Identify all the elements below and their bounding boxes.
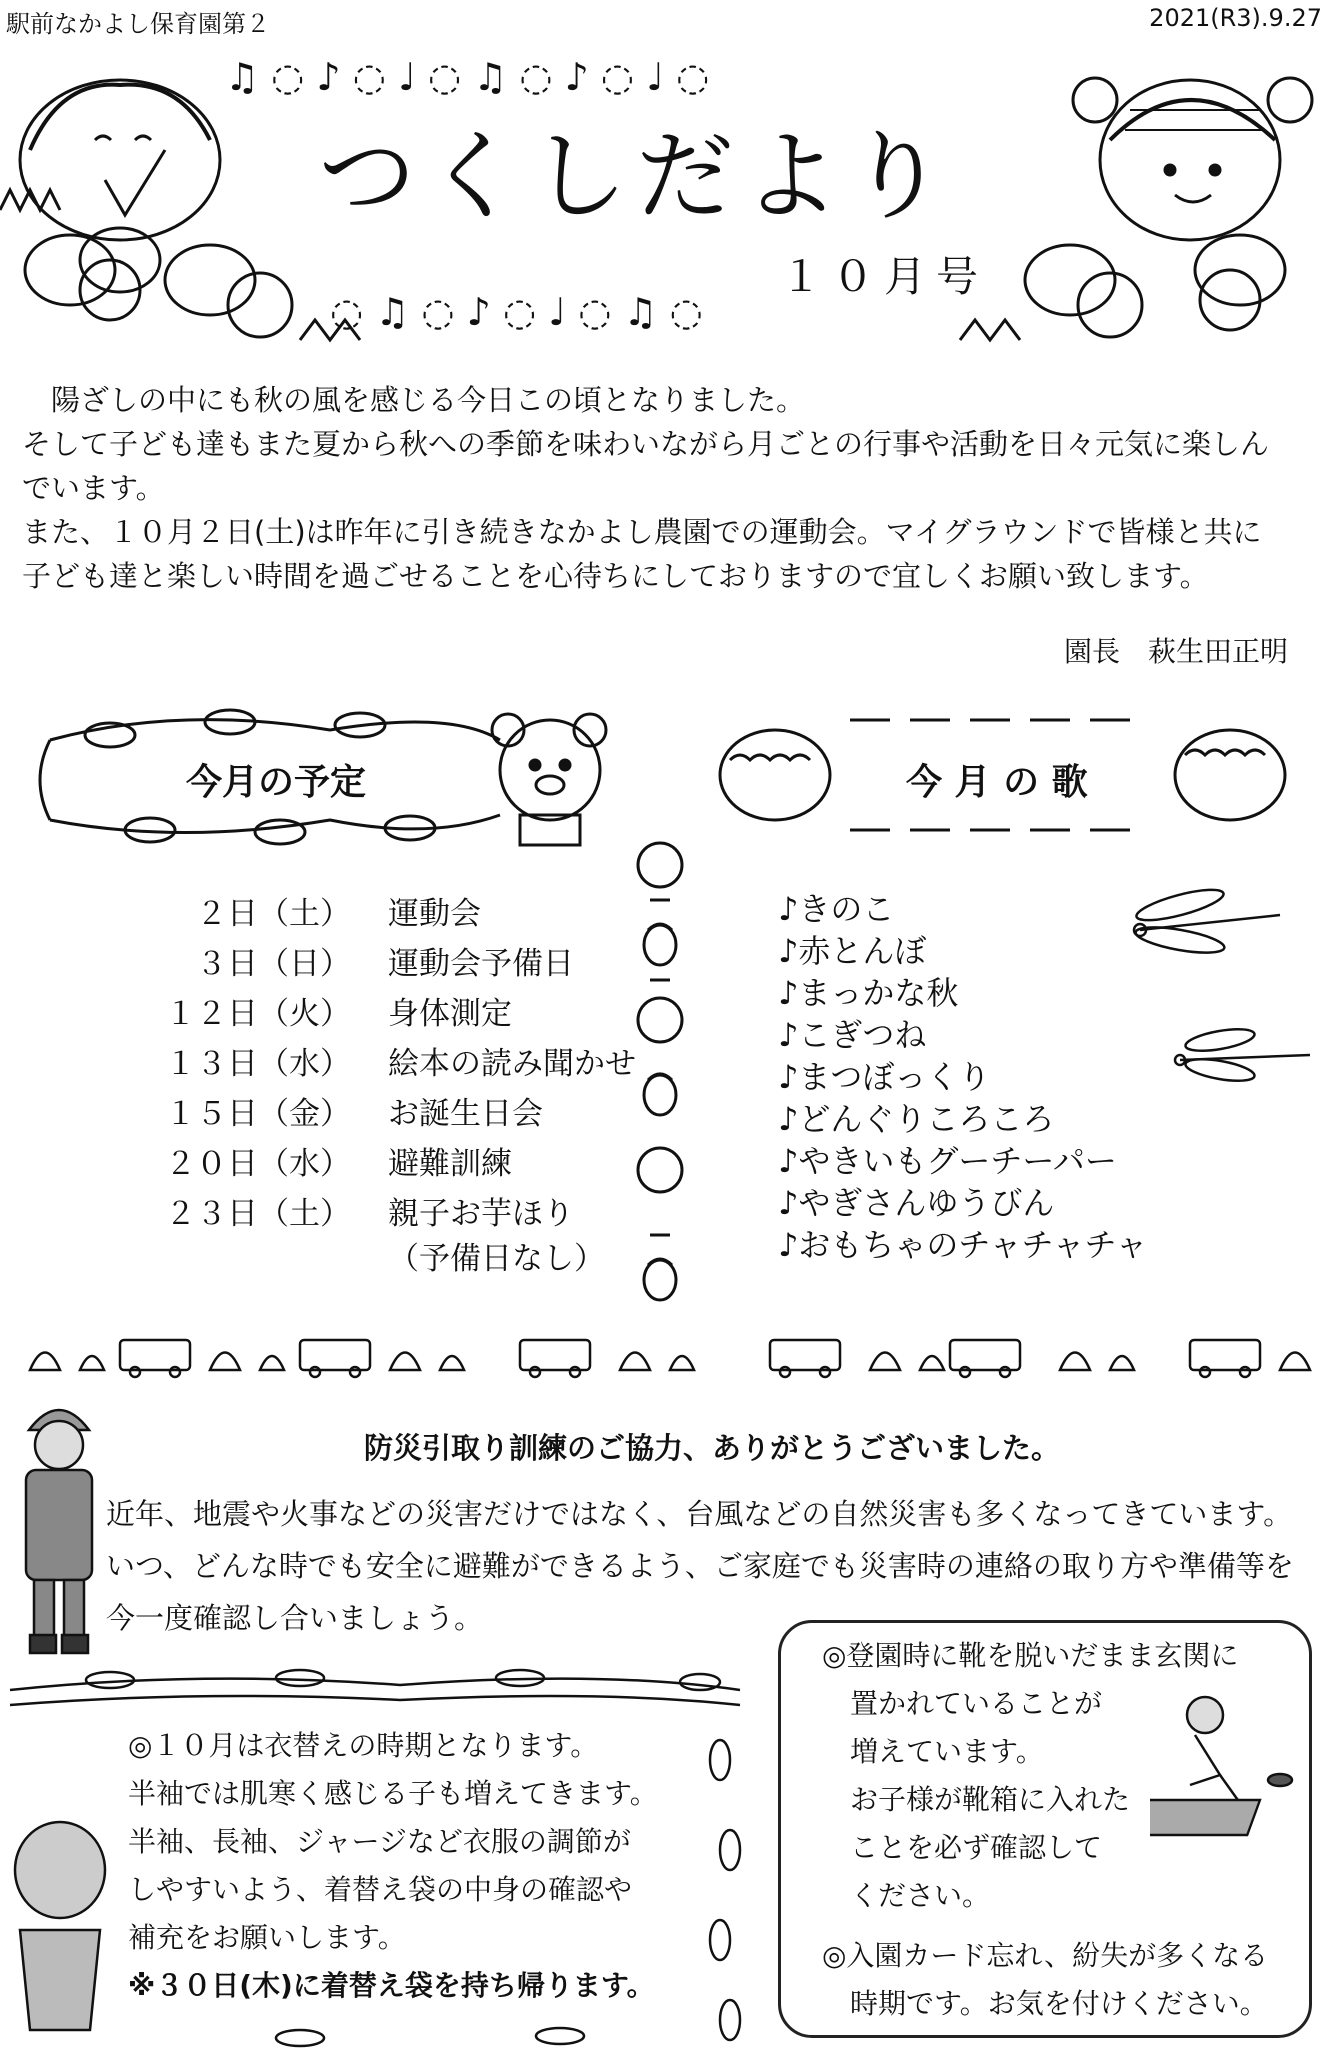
drill-thanks-heading: 防災引取り訓練のご協力、ありがとうございました。 [364,1431,1061,1465]
schedule-event: 運動会予備日 [388,945,574,982]
notice-line: ことを必ず確認して [822,1831,1103,1864]
newsletter-title: つくしだより [318,120,955,234]
schedule-event: 絵本の読み聞かせ [388,1045,636,1082]
song-item: ♪まつぼっくり [778,1058,991,1096]
greeting-line: また、１０月２日(土)は昨年に引き続きなかよし農園での運動会。マイグラウンドで皆様と共に [22,515,1262,549]
song-item: ♪こぎつね [778,1016,927,1054]
greeting-line: そして子ども達もまた夏から秋への季節を味わいながら月ごとの行事や活動を日々元気に楽しん [22,427,1270,461]
schedule-date: ２０日 [165,1145,258,1182]
schedule-day: （土） [258,895,351,932]
dragonfly-illustration [1100,870,1330,1110]
songs-list [778,888,1148,1266]
svg-text:◌ ♫ ◌ ♪ ◌ ♩ ◌ ♫ ◌: ◌ ♫ ◌ ♪ ◌ ♩ ◌ ♫ ◌ [330,290,703,334]
schedule-day: （水） [258,1145,351,1182]
issue-number: １０月号 [780,252,989,301]
schedule-row [58,1085,636,1135]
notice-line: 置かれていることが [822,1687,1103,1720]
schedule-event: 親子お芋ほり [388,1195,574,1232]
schedule-event: 身体測定 [388,995,512,1032]
schedule-day: （水） [258,1045,351,1082]
schedule-day: （日） [258,945,351,982]
schedule-date: １５日 [165,1095,258,1132]
schedule-day: （金） [258,1095,351,1132]
svg-text:♫ ◌ ♪ ◌ ♩ ◌ ♫ ◌ ♪ ◌ ♩ ◌: ♫ ◌ ♪ ◌ ♩ ◌ ♫ ◌ ♪ ◌ ♩ ◌ [225,55,710,99]
running-child-illustration [1150,1690,1300,1840]
drill-line: 今一度確認し合いましょう。 [106,1601,484,1635]
schedule-date: ３日 [196,945,258,982]
school-name: 駅前なかよし保育園第２ [6,10,270,38]
schedule-day: （土） [258,1195,351,1232]
notice-line: ◎登園時に靴を脱いだまま玄関に [822,1639,1239,1672]
drill-line: 近年、地震や火事などの災害だけではなく、台風などの自然災害も多くなってきています。 [106,1497,1293,1531]
schedule-row [58,935,636,985]
clothing-line: ◎１０月は衣替えの時期となります。 [128,1729,599,1762]
greeting-line: でいます。 [22,471,165,505]
schedule-event: お誕生日会 [388,1095,543,1132]
schedule-event: 運動会 [388,895,481,932]
schedule-note-row [58,1235,636,1275]
clothing-line: 半袖では肌寒く感じる子も増えてきます。 [128,1777,658,1810]
drill-line: いつ、どんな時でも安全に避難ができるよう、ご家庭でも災害時の連絡の取り方や準備等を [106,1549,1294,1583]
clothing-line: 補充をお願いします。 [128,1921,406,1954]
schedule-date: ２３日 [165,1195,258,1232]
song-item: ♪やきいもグーチーパー [778,1142,1117,1180]
song-item: ♪おもちゃのチャチャチャ [778,1226,1148,1264]
schedule-row [58,885,636,935]
schedule-title: 今月の予定 [186,762,367,803]
greeting-paragraph [22,378,1312,598]
notice-line: ◎入園カード忘れ、紛失が多くなる [822,1939,1269,1972]
schedule-date: ２日 [196,895,258,932]
clothing-line: しやすいよう、着替え袋の中身の確認や [128,1873,633,1906]
schedule-date: １３日 [165,1045,258,1082]
schedule-note: （予備日なし） [388,1240,605,1277]
clothing-notice [128,1722,688,2010]
song-item: ♪どんぐりころころ [778,1100,1055,1138]
notice-line: 時期です。お気を付けください。 [822,1987,1268,2020]
director-signature: 園長 萩生田正明 [1063,635,1288,668]
schedule-row [58,985,636,1035]
schedule-row [58,1135,636,1185]
schedule-event: 避難訓練 [388,1145,512,1182]
songs-title: 今 月 の 歌 [906,762,1088,803]
schedule-day: （火） [258,995,351,1032]
song-item: ♪まっかな秋 [778,974,959,1012]
clothing-line: 半袖、長袖、ジャージなど衣服の調節が [128,1825,631,1858]
issue-date: 2021(R3).9.27 [1149,4,1322,32]
schedule-date: １２日 [165,995,258,1032]
firefighter-illustration [14,1390,104,1660]
schedule-row [58,1185,636,1235]
song-item: ♪赤とんぼ [778,932,927,970]
notice-line: 増えています。 [822,1735,1044,1768]
schedule-row [58,1035,636,1085]
song-item: ♪やぎさんゆうびん [778,1184,1055,1222]
clothing-bold-line: ※３０日(木)に着替え袋を持ち帰ります。 [128,1969,655,2002]
fire-truck-border [20,1330,1320,1380]
schedule-list [58,885,636,1275]
notice-line: ください。 [822,1879,991,1912]
notice-line: お子様が靴箱に入れた [822,1783,1131,1816]
squirrel-acorn-divider [620,840,700,1310]
greeting-line: 陽ざしの中にも秋の風を感じる今日この頃となりました。 [22,383,806,417]
song-item: ♪きのこ [778,890,895,928]
greeting-line: 子ども達と楽しい時間を過ごせることを心待ちにしておりますので宜しくお願い致します。 [22,559,1209,593]
